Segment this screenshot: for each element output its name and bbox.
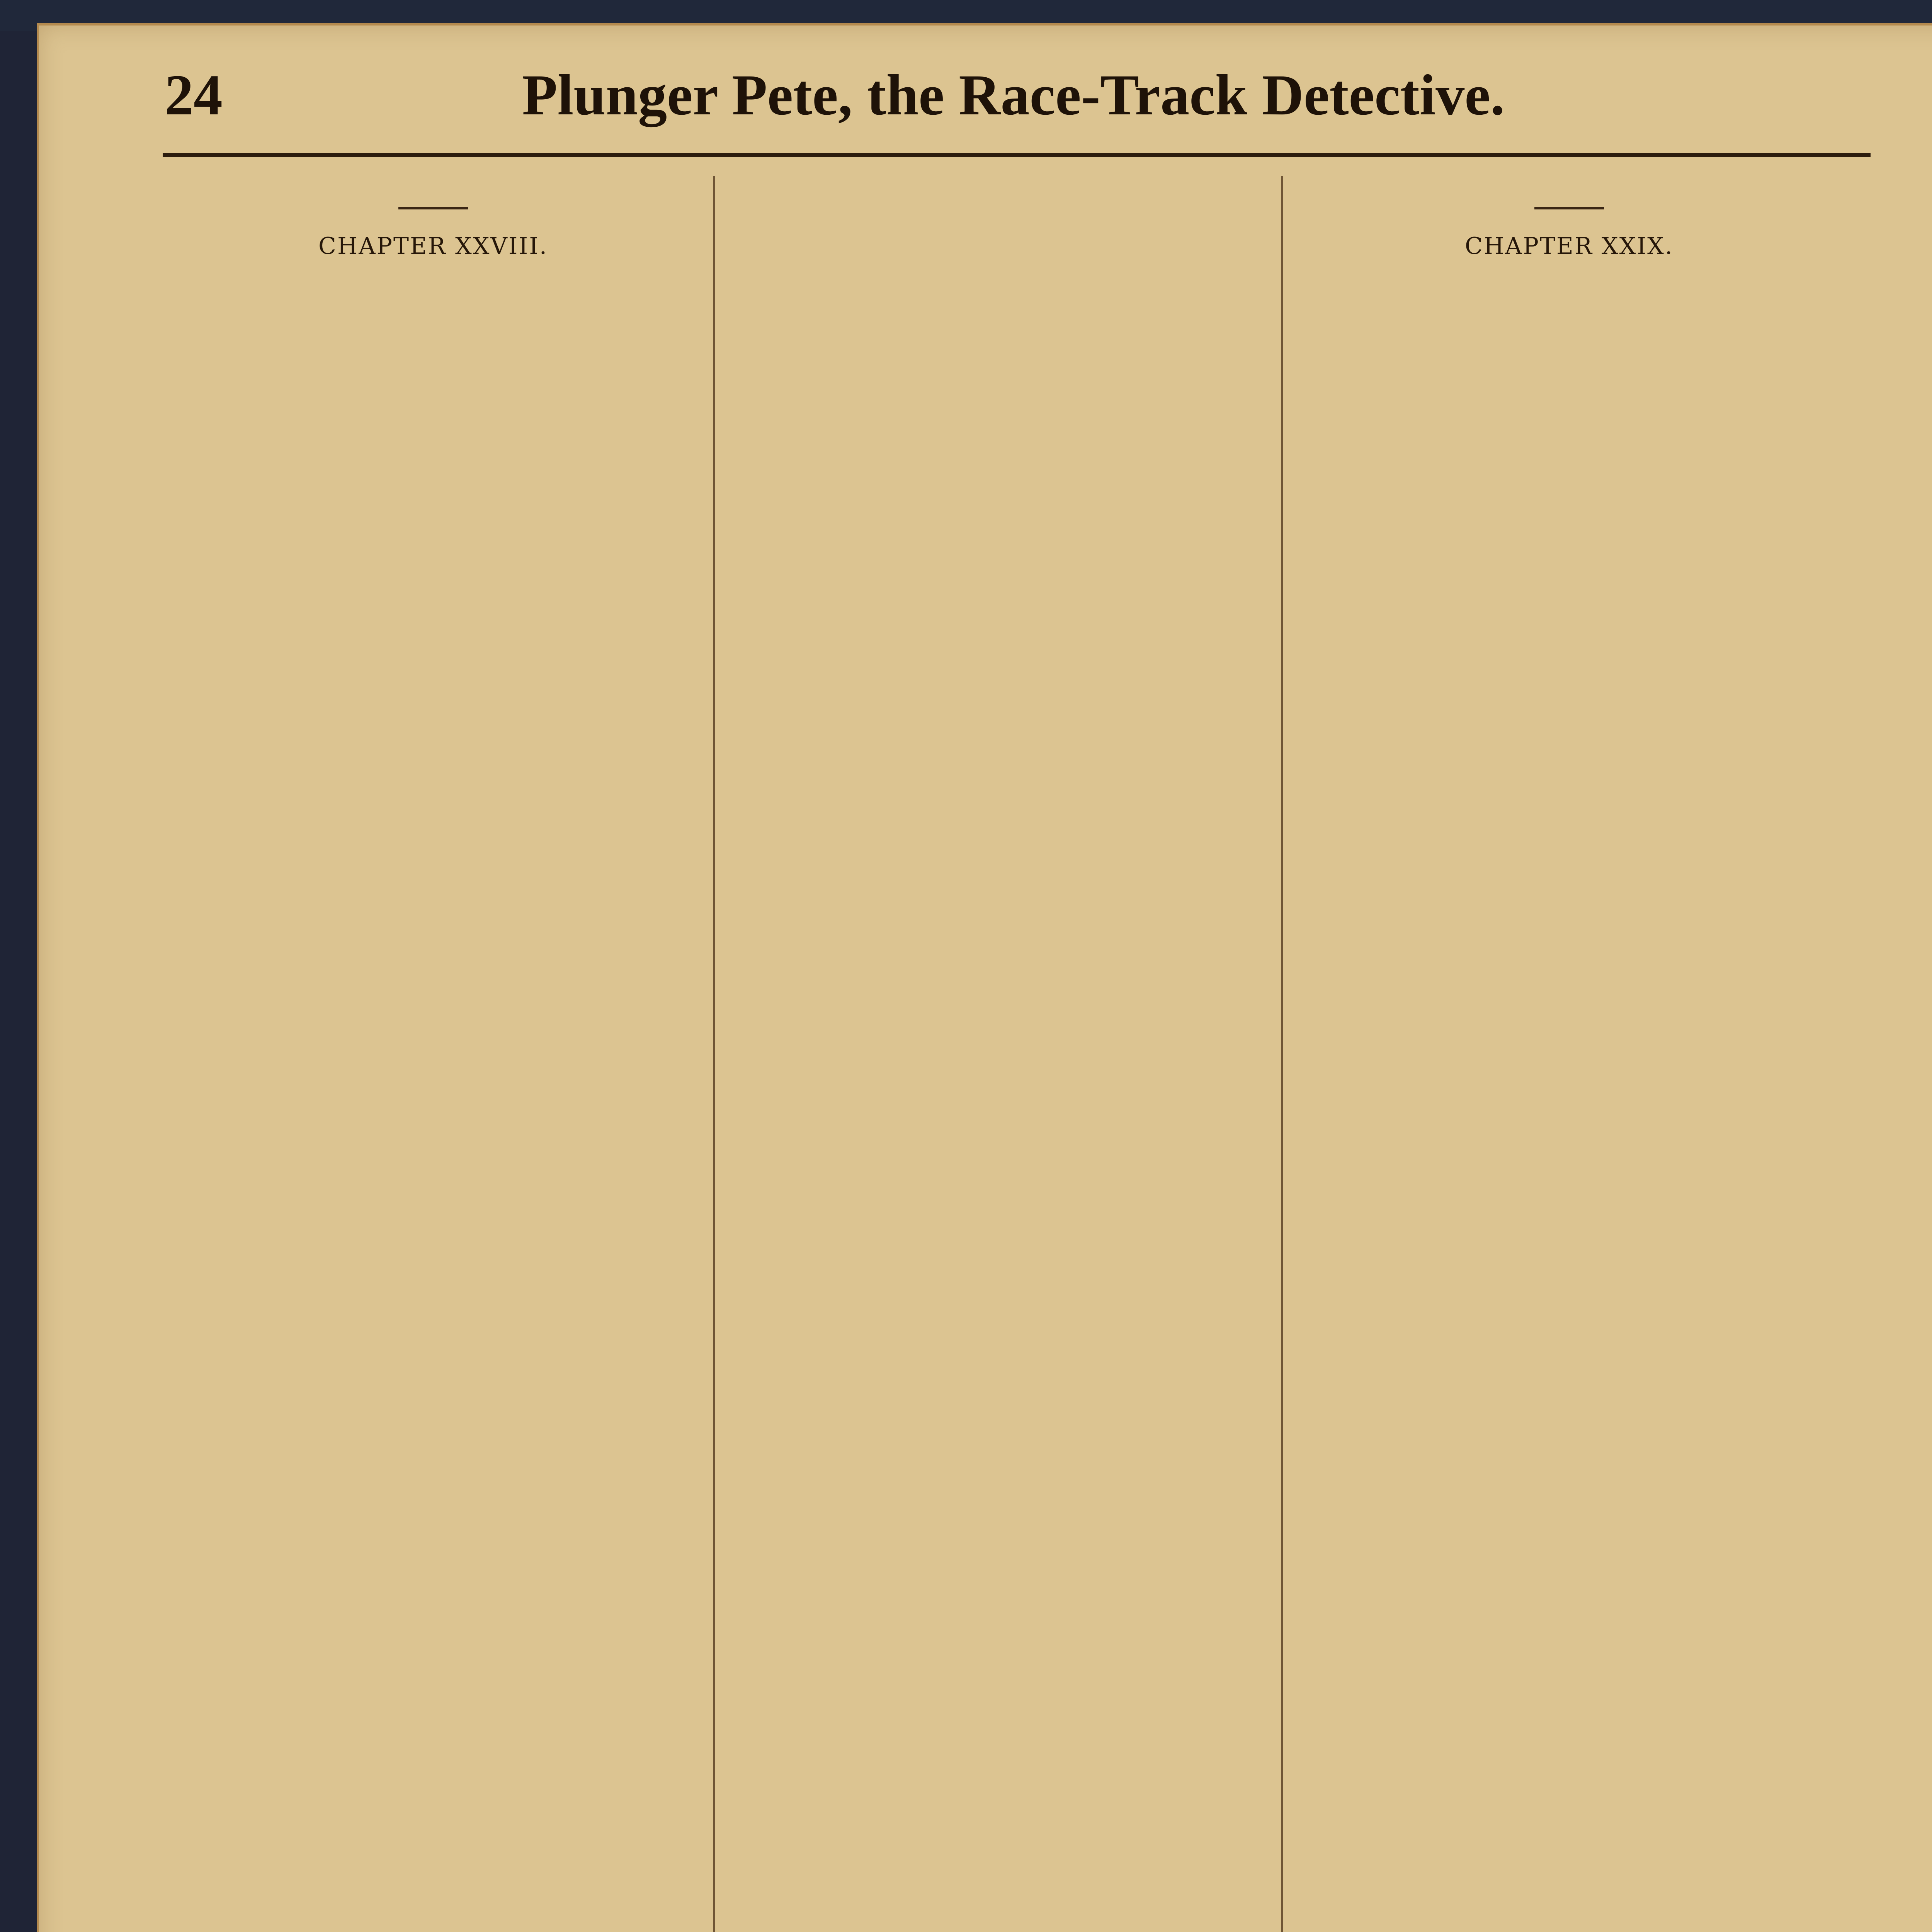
chapter-rule — [1534, 207, 1604, 209]
chapter-rule — [398, 207, 468, 209]
text-column-2 — [731, 172, 1272, 1932]
running-head — [39, 56, 1932, 134]
page-number: 24 — [165, 63, 223, 127]
text-column-3 — [1299, 172, 1840, 1932]
column-rule — [1281, 176, 1283, 1932]
magazine-page — [37, 23, 1932, 1932]
header-rule — [163, 153, 1871, 157]
chapter-title: CHAPTER XXIX. — [1465, 233, 1673, 260]
text-column-1 — [163, 172, 704, 1932]
running-title: Plunger Pete, the Race-Track Detective. — [522, 63, 1505, 127]
column-rule — [713, 176, 715, 1932]
chapter-title: CHAPTER XXVIII. — [318, 233, 548, 260]
